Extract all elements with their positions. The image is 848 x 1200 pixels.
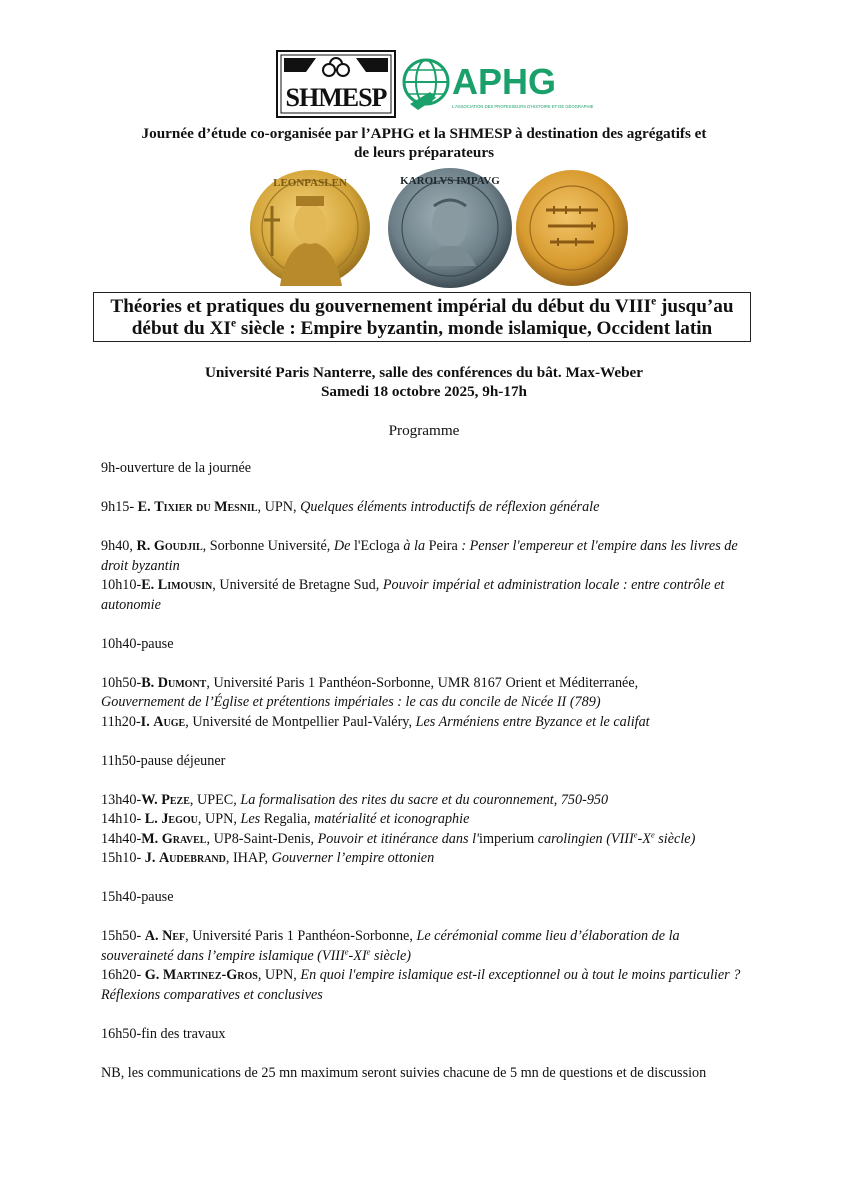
- aphg-logo: [400, 52, 594, 116]
- coins-illustration: [250, 166, 630, 286]
- pause-lunch: 11h50-pause déjeuner: [101, 752, 226, 769]
- venue-info: [80, 363, 768, 401]
- session-peze: 13h40-W. Peze, UPEC, La formalisation des rites du sacre et du couronnement, 750-950: [101, 791, 609, 808]
- pause-1: 10h40-pause: [101, 635, 174, 652]
- main-title: [93, 292, 751, 342]
- aphg-logo-text: APHG: [452, 61, 557, 102]
- intro-heading: [80, 124, 768, 162]
- venue-date: Samedi 18 octobre 2025, 9h-17h: [320, 383, 528, 400]
- session-goudjil: 9h40, R. Goudjil, Sorbonne Université, De l'Ecloga à la Peira : Penser l'empereur et l'empire dans les livres de droit byzantin: [101, 538, 738, 574]
- title-line-1: Théories et pratiques du gouvernement impérial du début du VIIIe jusqu’au: [110, 295, 734, 317]
- session-nef: 15h50- A. Nef, Université Paris 1 Panthéon-Sorbonne, Le cérémonial comme lieu d’élaboration de la souveraineté dans l’empire islamique (VIIIe-XIe siècle): [101, 928, 680, 964]
- closing: 16h50-fin des travaux: [101, 1025, 226, 1042]
- title-line-2: début du XIe siècle : Empire byzantin, monde islamique, Occident latin: [131, 317, 713, 339]
- programme-title: Programme: [388, 422, 460, 439]
- aphg-logo-subtitle: L'ASSOCIATION DES PROFESSEURS D'HISTOIRE ET DE GÉOGRAPHIE: [452, 104, 594, 109]
- carolingian-silver-coin: [388, 168, 512, 288]
- intro-line-2: de leurs préparateurs: [353, 144, 495, 161]
- session-gravel: 14h40-M. Gravel, UP8-Saint-Denis, Pouvoir et itinérance dans l'imperium carolingien (VIIIe-Xe siècle): [101, 828, 696, 847]
- logo-bar: [276, 48, 594, 122]
- byzantine-coin-legend: LEONPASLEN: [273, 177, 347, 189]
- byzantine-gold-coin: [250, 170, 370, 286]
- shmesp-logo: [276, 50, 396, 118]
- programme-list: [101, 459, 751, 1083]
- session-auge: 11h20-I. Auge, Université de Montpellier Paul-Valéry, Les Arméniens entre Byzance et le califat: [101, 713, 650, 730]
- session-dumont: 10h50-B. Dumont, Université Paris 1 Panthéon-Sorbonne, UMR 8167 Orient et Méditerranée, Gouvernement de l’Église et prétentions impériales : le cas du concile de Nicée II (789): [101, 674, 639, 710]
- session-martinez-gros: 16h20- G. Martinez-Gros, UPN, En quoi l'empire islamique est-il exceptionnel ou à tout le moins particulier ? Réflexions comparatives et conclusives: [101, 967, 741, 1003]
- carolingian-coin-legend: KAROLVS IMPAVG: [400, 175, 500, 187]
- venue-location: Université Paris Nanterre, salle des conférences du bât. Max-Weber: [204, 364, 644, 381]
- session-limousin: 10h10-E. Limousin, Université de Bretagne Sud, Pouvoir impérial et administration locale : entre contrôle et autonomie: [101, 577, 725, 613]
- shmesp-logo-text: SHMESP: [285, 83, 387, 112]
- session-tixier: 9h15- E. Tixier du Mesnil, UPN, Quelques éléments introductifs de réflexion générale: [101, 499, 600, 515]
- session-audebrand: 15h10- J. Audebrand, IHAP, Gouverner l’empire ottonien: [101, 850, 435, 866]
- session-jegou: 14h10- L. Jegou, UPN, Les Regalia, matérialité et iconographie: [101, 811, 470, 827]
- islamic-gold-dinar: [516, 170, 628, 286]
- opening: 9h-ouverture de la journée: [101, 460, 252, 476]
- pause-3: 15h40-pause: [101, 889, 174, 905]
- intro-line-1: Journée d’étude co-organisée par l’APHG et la SHMESP à destination des agrégatifs et: [141, 125, 707, 142]
- note: NB, les communications de 25 mn maximum seront suivies chacune de 5 mn de questions et de discussion: [101, 1064, 707, 1081]
